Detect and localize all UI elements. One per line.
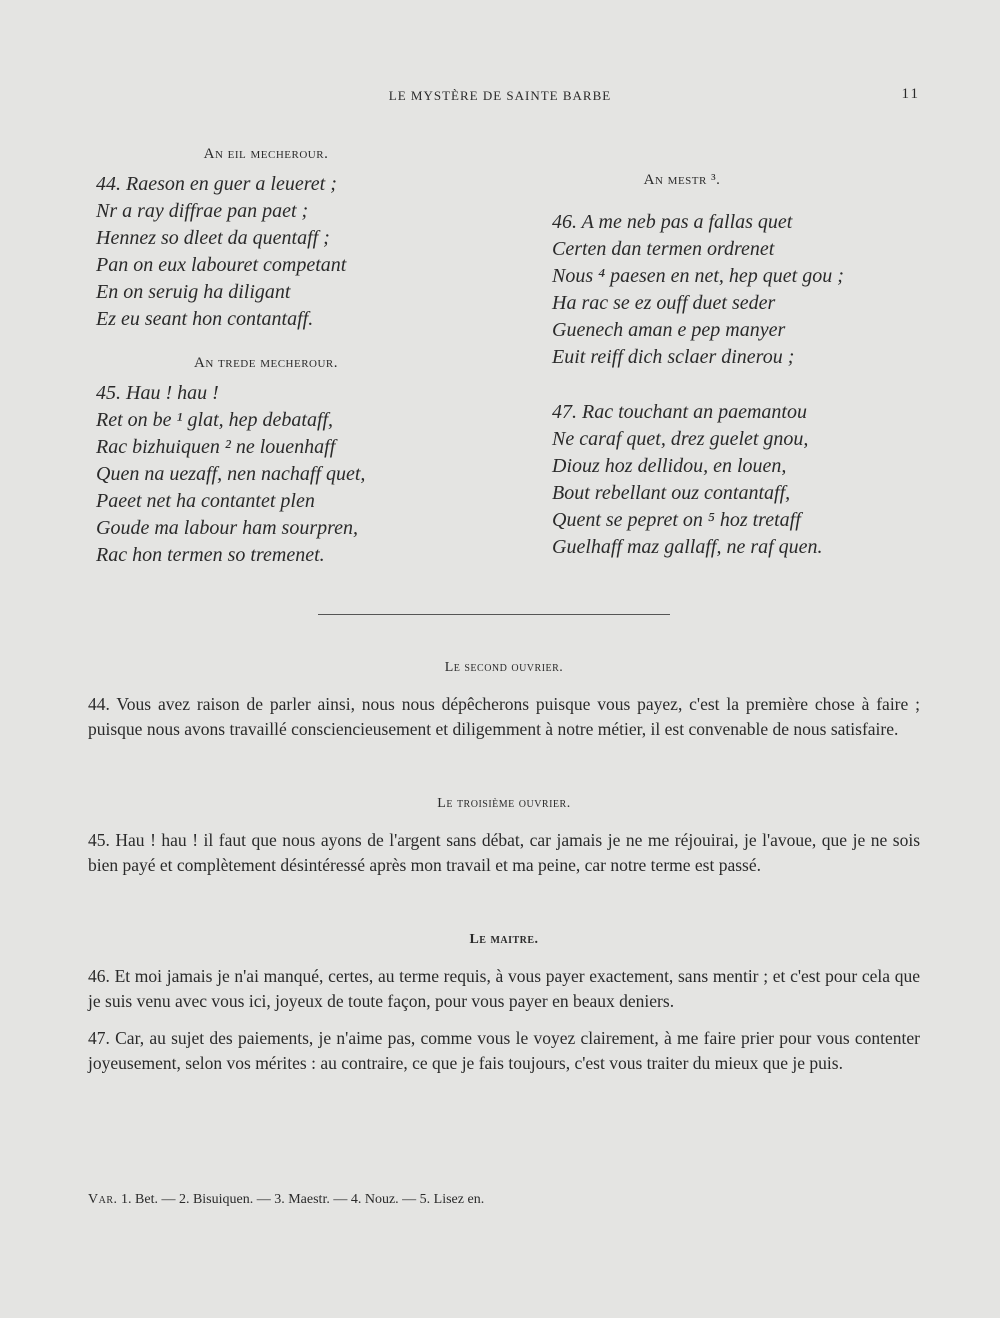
speaker-heading: Le maitre. bbox=[469, 932, 539, 947]
translation-section-45 bbox=[88, 796, 920, 890]
verse-line: Ne caraf quet, drez guelet gnou, bbox=[552, 428, 809, 450]
verse-line: Paeet net ha contantet plen bbox=[96, 490, 315, 512]
verse-line: 44. Raeson en guer a leueret ; bbox=[96, 173, 337, 195]
verse-line: Goude ma labour ham sourpren, bbox=[96, 517, 359, 539]
verse-line: Euit reiff dich sclaer dinerou ; bbox=[552, 346, 795, 368]
translation-paragraph: 46. Et moi jamais je n'ai manqué, certes, au terme requis, à vous payer exactement, sans mentir ; et c'est pour cela que je suis venu avec vous ici, joyeux de toute façon, pour vous payer en beaux deniers. bbox=[88, 966, 920, 1011]
speaker-heading: An eil mecherour. bbox=[203, 146, 329, 162]
verse-line: Quent se pepret on ⁵ hoz tretaff bbox=[552, 509, 801, 531]
verse-block-46 bbox=[552, 172, 952, 371]
verse-line: Guenech aman e pep manyer bbox=[552, 319, 786, 341]
verse-block-45 bbox=[96, 355, 496, 569]
translation-paragraph: 45. Hau ! hau ! il faut que nous ayons de l'argent sans débat, car jamais je ne me réjouirai, je l'avoue, que je ne sois bien payé et complètement désintéressé après mon travail et ma peine, car notre terme est passé. bbox=[88, 830, 920, 875]
verse-line: Bout rebellant ouz contantaff, bbox=[552, 482, 791, 504]
translation-paragraph: 47. Car, au sujet des paiements, je n'aime pas, comme vous le voyez clairement, à me faire prier pour vous contenter joyeusement, selon vos mérites : au contraire, ce que je fais toujours, c'est vous traiter du mieux que je puis. bbox=[88, 1028, 920, 1073]
verse-block-44 bbox=[96, 146, 496, 333]
translation-paragraph: 44. Vous avez raison de parler ainsi, nous nous dépêcherons puisque vous payez, c'est la première chose à faire ; puisque nous avons travaillé consciencieusement et diligemment à notre métier, il est convenable de nous satisfaire. bbox=[88, 694, 920, 739]
section-divider bbox=[318, 614, 670, 615]
verse-line: Rac bizhuiquen ² ne louenhaff bbox=[96, 436, 336, 458]
variant-readings bbox=[88, 1192, 888, 1208]
verse-line: Ret on be ¹ glat, hep debataff, bbox=[96, 409, 334, 431]
speaker-heading: An mestr ³. bbox=[643, 172, 721, 188]
verse-line: 45. Hau ! hau ! bbox=[96, 382, 219, 404]
page-number: 11 bbox=[901, 86, 920, 102]
breton-left-column bbox=[96, 146, 496, 591]
verse-line: 46. A me neb pas a fallas quet bbox=[552, 211, 793, 233]
verse-line: Guelhaff maz gallaff, ne raf quen. bbox=[552, 536, 823, 558]
breton-right-column bbox=[552, 172, 952, 583]
speaker-heading: Le second ouvrier. bbox=[444, 660, 564, 675]
verse-line: Ha rac se ez ouff duet seder bbox=[552, 292, 776, 314]
speaker-heading: An trede mecherour. bbox=[193, 355, 339, 371]
verse-line: 47. Rac touchant an paemantou bbox=[552, 401, 807, 423]
verse-line: Rac hon termen so tremenet. bbox=[96, 544, 325, 566]
running-head: LE MYSTÈRE DE SAINTE BARBE bbox=[388, 88, 612, 103]
verse-line: Ez eu seant hon contantaff. bbox=[96, 308, 314, 330]
speaker-heading: Le troisième ouvrier. bbox=[437, 796, 571, 811]
translation-section-46-47 bbox=[88, 932, 920, 1088]
verse-line: Hennez so dleet da quentaff ; bbox=[96, 227, 330, 249]
variants-label: Var. bbox=[88, 1192, 118, 1207]
verse-line: Pan on eux labouret competant bbox=[96, 254, 347, 276]
verse-line: Nr a ray diffrae pan paet ; bbox=[96, 200, 309, 222]
verse-line: En on seruig ha diligant bbox=[96, 281, 291, 303]
verse-line: Quen na uezaff, nen nachaff quet, bbox=[96, 463, 366, 485]
verse-block-47 bbox=[552, 399, 952, 561]
variants-text: 1. Bet. — 2. Bisuiquen. — 3. Maestr. — 4. Nouz. — 5. Lisez en. bbox=[121, 1192, 485, 1207]
verse-line: Diouz hoz dellidou, en louen, bbox=[552, 455, 787, 477]
verse-line: Certen dan termen ordrenet bbox=[552, 238, 775, 260]
translation-section-44 bbox=[88, 660, 920, 754]
verse-line: Nous ⁴ paesen en net, hep quet gou ; bbox=[552, 265, 844, 287]
